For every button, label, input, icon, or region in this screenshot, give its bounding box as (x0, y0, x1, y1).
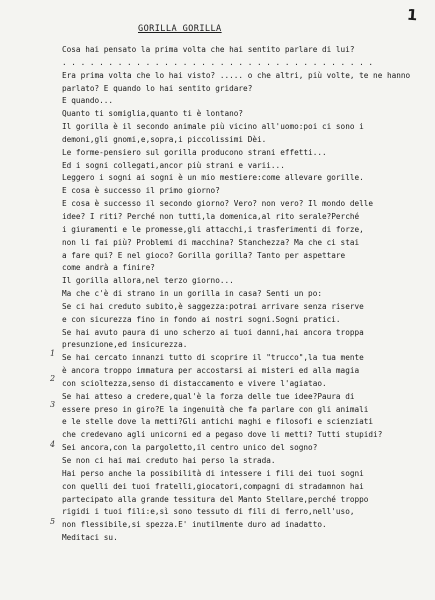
text-line: Era prima volta che lo hai visto? ..... o che altri, più volte, te ne hanno (62, 70, 411, 80)
text-line: E cosa è successo il primo giorno? (62, 186, 220, 196)
text-line: Se non ci hai mai creduto hai perso la strada. (62, 456, 276, 465)
text-line: Ma che c'è di strano in un gorilla in casa? Senti un po: (62, 289, 322, 299)
text-line: i giuramenti e le promesse,gli attacchi,i trasferimenti di forze, (62, 224, 364, 234)
text-line: presunzione,ed insicurezza. (62, 340, 188, 350)
text-line: non li fai più? Problemi di macchina? Stanchezza? Ma che ci stai (62, 237, 360, 247)
text-line: parlato? E quando lo hai sentito gridare? (62, 83, 253, 93)
text-line: è ancora troppo immatura per accostarsi ai misteri ed alla magia (62, 366, 360, 376)
text-line: idee? I riti? Perché non tutti,la domenica,al rito serale?Perché (62, 211, 360, 221)
text-line: Se hai avuto paura di uno scherzo ai tuoi danni,hai ancora troppa (62, 327, 364, 337)
margin-number: 5 (50, 517, 56, 526)
text-line: con quelli dei tuoi fratelli,giocatori,compagni di stradamnon hai (62, 481, 364, 491)
text-line: Meditaci su. (62, 533, 118, 543)
text-line: e con sicurezza fino in fondo ai nostri sogni.Sogni pratici. (62, 314, 341, 324)
text-line: Le forme-pensiero sul gorilla producono strani effetti... (62, 147, 327, 157)
text-line: Quanto ti somiglia,quanto ti è lontano? (62, 109, 244, 119)
text-line: Il gorilla allora,nel terzo giorno... (62, 276, 234, 286)
text-line: demoni,gli gnomi,e,sopra,i piccolissimi Dèi. (62, 134, 267, 144)
body-text (62, 44, 428, 545)
text-line: Sei ancora,con la pargoletto,il centro unico del sogno? (62, 443, 318, 453)
text-line: che credevano agli unicorni ed a pegaso dove li metti? Tutti stupidi? (62, 430, 383, 440)
text-line: Se hai atteso a credere,qual'è la forza delle tue idee?Paura di (62, 391, 355, 401)
text-line: Il gorilla è il secondo animale più vicino all'uomo:poi ci sono i (62, 122, 364, 132)
text-line: non flessibile,si spezza.E' inutilmente duro ad inadatto. (62, 520, 327, 530)
text-line: a fare qui? E nel gioco? Gorilla gorilla? Tanto per aspettare (62, 250, 346, 260)
text-line: come andrà a finire? (62, 263, 155, 273)
text-line: partecipato alla grande tessitura del Manto Stellare,perché troppo (62, 494, 369, 504)
text-line: Se hai cercato innanzi tutto di scoprire il "trucco",la tua mente (62, 353, 364, 363)
margin-number: 2 (50, 374, 56, 383)
text-line: E cosa è successo il secondo giorno? Vero? non vero? Il mondo delle (62, 199, 374, 209)
page-number: 1 (405, 5, 418, 25)
document-title: GORILLA GORILLA (138, 24, 222, 34)
text-line: con scioltezza,senso di distaccamento e vivere l'agiatao. (62, 378, 327, 388)
text-line: rigidi i tuoi fili:e,sì sono tessuto di fili di ferro,nell'uso, (62, 507, 355, 517)
text-line: Hai perso anche la possibilità di intessere i fili dei tuoi sogni (62, 468, 364, 478)
text-line: e le stelle dove la metti?Gli antichi maghi e filosofi e scienziati (62, 417, 374, 427)
text-line: Leggero i sogni ai sogni è un mio mestiere:come allevare gorille. (62, 173, 364, 183)
text-line: Cosa hai pensato la prima volta che hai sentito parlare di lui? (62, 45, 355, 54)
margin-number: 3 (50, 400, 56, 409)
text-line: E quando... (62, 96, 114, 106)
margin-number: 1 (50, 349, 56, 358)
text-line: essere preso in giro?E la ingenuità che fa parlare con gli animali (62, 404, 369, 414)
margin-number: 4 (50, 440, 56, 449)
text-line: Ed i sogni collegati,ancor più strani e varii... (62, 160, 285, 170)
text-line: . . . . . . . . . . . . . . . . . . . . . . . . . . . . . . . . . . (62, 57, 374, 67)
text-line: Se ci hai creduto subito,è saggezza:potrai arrivare senza riserve (62, 301, 364, 311)
